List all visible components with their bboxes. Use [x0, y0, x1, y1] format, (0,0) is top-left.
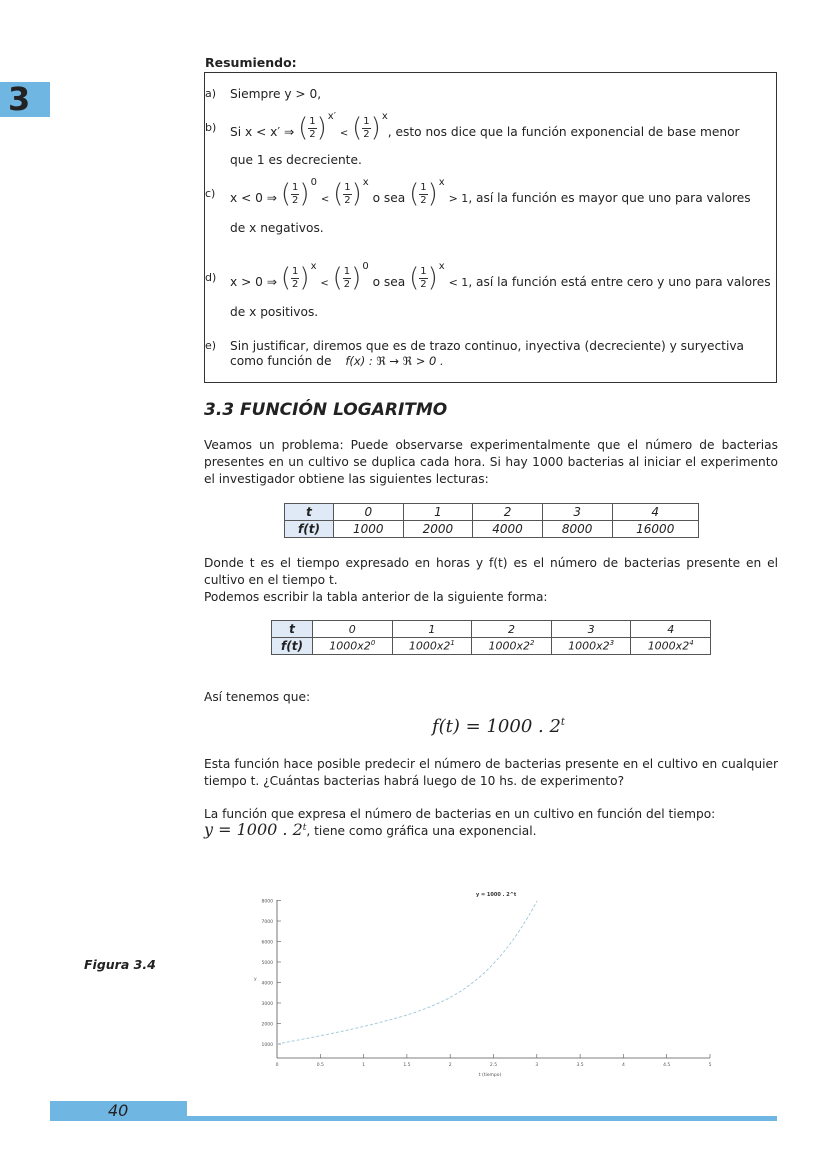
svg-text:2.5: 2.5 — [489, 1063, 498, 1068]
intro-paragraph: Veamos un problema: Puede observarse experimentalmente que el número de bacterias presentes en un cultivo se duplica cada hora. Si hay 1000 bacterias al iniciar el experimento el investigador obtiene las siguientes lecturas: — [204, 438, 778, 486]
svg-text:4000: 4000 — [261, 981, 273, 987]
y-axis-ticks — [262, 899, 281, 1049]
table-cell: 1000 — [334, 521, 404, 538]
exponential-curve — [277, 901, 537, 1044]
formula: f(t) = 1000 . 2$^t$ — [432, 716, 565, 737]
page-number-tab — [50, 1101, 187, 1121]
page-number: 40 — [108, 1101, 129, 1120]
table-row — [285, 521, 699, 538]
svg-text:1000: 1000 — [261, 1043, 273, 1048]
item-continuation: que 1 es decreciente. — [230, 153, 362, 167]
chapter-tab — [0, 82, 50, 117]
chapter-number: 3 — [8, 80, 31, 118]
readings-table — [284, 503, 699, 538]
figure-label: Figura 3.4 — [84, 957, 156, 972]
graph-paragraph: La función que expresa el número de bacterias en un cultivo en función del tiempo: — [204, 807, 716, 821]
item-label: d) — [205, 271, 217, 284]
prediction-paragraph: Esta función hace posible predecir el número de bacterias presente en el cultivo en cualquier tiempo t. ¿Cuántas bacterias habrá luego de 10 hs. de experimento? — [204, 757, 778, 788]
table-row — [285, 504, 699, 521]
fraction-half: ( 1 2 ) 0 — [332, 260, 369, 293]
table-cell: 3 — [542, 504, 612, 521]
item-label: a) — [205, 87, 217, 100]
asi-text: Así tenemos que: — [204, 690, 311, 704]
item-text: Sin justificar, diremos que es de trazo continuo, inyectiva (decreciente) y suryectiva — [230, 339, 745, 353]
table-cell: 2000 — [403, 521, 473, 538]
x-axis-ticks — [276, 1054, 712, 1068]
fraction-half: ( 1 2 ) x′ — [298, 110, 336, 143]
svg-text:2: 2 — [448, 1063, 452, 1068]
table-cell: $1000x2^2$ — [472, 638, 552, 655]
footer-rule — [187, 1116, 777, 1121]
table-cell: 1 — [392, 621, 472, 638]
svg-text:6000: 6000 — [261, 940, 273, 946]
fraction-half: ( 1 2 ) x — [280, 260, 317, 293]
item-continuation: de x negativos. — [230, 221, 324, 235]
svg-text:3: 3 — [535, 1063, 539, 1068]
x-axis-label: t (tiempo) — [478, 1073, 502, 1078]
table-cell: 2 — [472, 621, 552, 638]
table-cell: 0 — [313, 621, 393, 638]
item-continuation: de x positivos. — [230, 305, 319, 319]
explanation-paragraph: Donde t es el tiempo expresado en horas y f(t) es el número de bacterias presente en el cultivo en el tiempo t. — [204, 556, 778, 587]
svg-text:7000: 7000 — [261, 920, 273, 925]
svg-text:3.5: 3.5 — [576, 1063, 584, 1068]
table-cell: 2 — [473, 504, 543, 521]
table-cell: $1000x2^0$ — [313, 638, 393, 655]
svg-text:5000: 5000 — [261, 961, 273, 966]
power-table — [271, 620, 711, 655]
fraction-half: ( 1 2 ) x — [409, 260, 445, 293]
item-text: Siempre y > 0, — [230, 87, 322, 101]
table-row — [272, 621, 711, 638]
table-cell: 0 — [334, 504, 404, 521]
row-header: f(t) — [272, 638, 313, 655]
table-cell: 4 — [631, 621, 711, 638]
item-text: x < 0 ⇒ ( 1 2 ) 0 < ( 1 2 ) x o sea ( 1 2 ) x > 1, así la función es mayor que uno para valores — [230, 176, 751, 209]
chart-title: y = 1000 . 2^t — [476, 892, 517, 898]
item-label: e) — [205, 339, 217, 352]
table-cell: 16000 — [612, 521, 699, 538]
table-cell: 1 — [403, 504, 473, 521]
item-label: c) — [205, 187, 216, 200]
summary-title: Resumiendo: — [205, 55, 297, 70]
item-post: , esto nos dice que la función exponencial de base menor — [387, 125, 740, 139]
table-row — [272, 638, 711, 655]
rewrite-paragraph: Podemos escribir la tabla anterior de la siguiente forma: — [204, 590, 548, 604]
item-text: Si x < x′ ⇒ ( 1 2 ) x′ < ( 1 2 ) x , esto nos dice que la función exponencial de base menor — [230, 110, 740, 143]
item-text: x > 0 ⇒ ( 1 2 ) x < ( 1 2 ) 0 o sea ( 1 2 ) x < 1, así la función está entre cero y uno para valores — [230, 260, 771, 293]
item-continuation: como función de f(x) : ℜ → ℜ > 0 . — [230, 354, 444, 368]
svg-text:0.5: 0.5 — [316, 1063, 324, 1068]
item-pre: Si x < x′ ⇒ — [230, 125, 295, 139]
fraction-half: ( 1 2 ) x — [333, 176, 369, 209]
row-header: f(t) — [285, 521, 334, 538]
row-header: t — [285, 504, 334, 521]
exponential-chart — [240, 880, 720, 1080]
table-cell: $1000x2^3$ — [551, 638, 631, 655]
fraction-half: ( 1 2 ) x — [352, 110, 388, 143]
svg-text:1.5: 1.5 — [403, 1063, 411, 1068]
function-domain-math: f(x) : ℜ → ℜ > 0 . — [345, 354, 444, 368]
table-cell: 3 — [551, 621, 631, 638]
table-cell: 4 — [612, 504, 699, 521]
fraction-half: ( 1 2 ) x — [409, 176, 445, 209]
table-cell: $1000x2^1$ — [392, 638, 472, 655]
table-cell: 4000 — [473, 521, 543, 538]
svg-text:4.5: 4.5 — [663, 1063, 671, 1068]
svg-text:5: 5 — [708, 1063, 712, 1068]
table-cell: $1000x2^4$ — [631, 638, 711, 655]
svg-text:8000: 8000 — [261, 899, 273, 905]
row-header: t — [272, 621, 313, 638]
svg-text:0: 0 — [275, 1063, 279, 1068]
svg-text:3000: 3000 — [261, 1002, 273, 1007]
y-axis-label: y — [254, 977, 257, 982]
summary-box — [204, 72, 777, 383]
svg-text:4: 4 — [621, 1063, 625, 1068]
svg-text:2000: 2000 — [261, 1022, 273, 1028]
item-label: b) — [205, 121, 217, 134]
section-title: 3.3 FUNCIÓN LOGARITMO — [204, 400, 448, 420]
fraction-half: ( 1 2 ) 0 — [280, 176, 317, 209]
svg-text:1: 1 — [362, 1063, 366, 1068]
graph-paragraph-line2: y = 1000 . 2$^t$, tiene como gráfica una exponencial. — [204, 820, 537, 839]
table-cell: 8000 — [542, 521, 612, 538]
